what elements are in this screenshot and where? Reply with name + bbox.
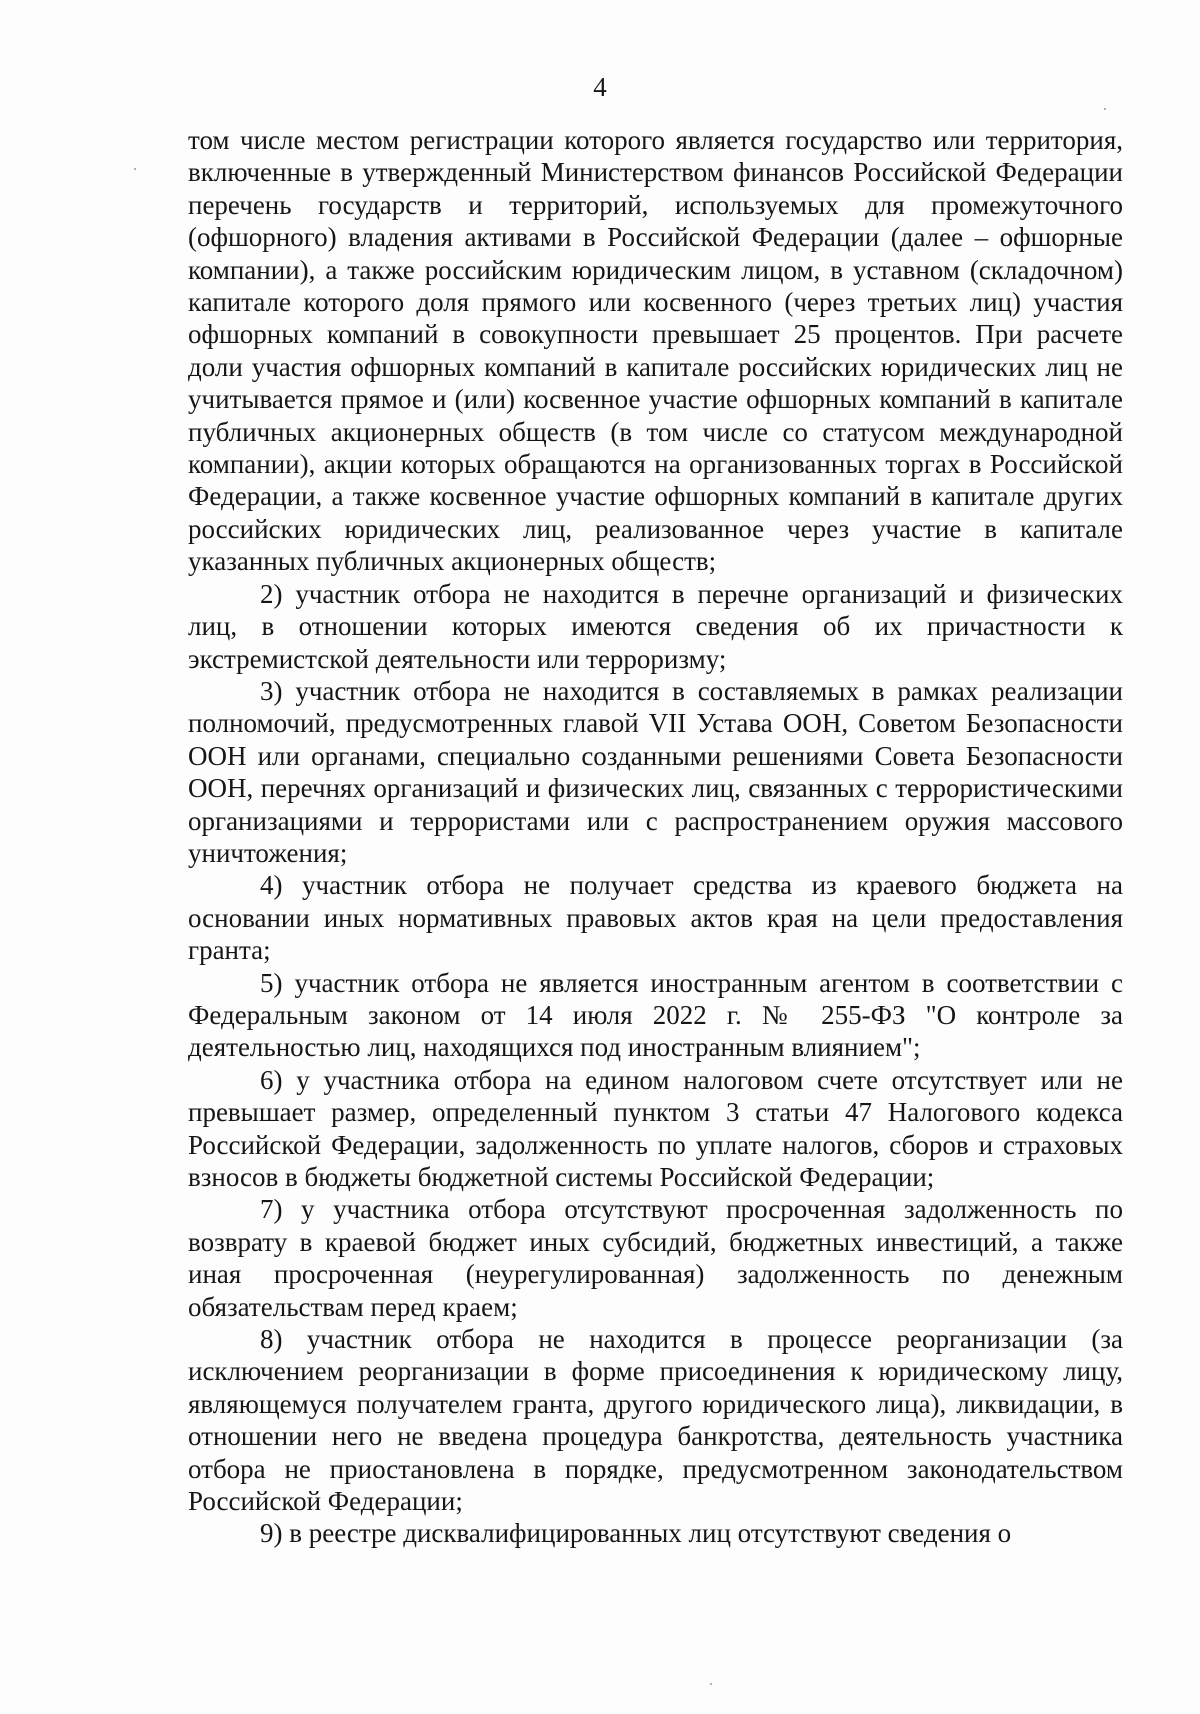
paragraph-item-9: 9) в реестре дисквалифицированных лиц отсутствуют сведения о <box>260 1518 1012 1549</box>
scan-speck <box>1104 108 1106 110</box>
paragraph-item-7: 7) у участника отбора отсутствуют просроченная задолженность по возврату в краевой бюджет иных субсидий, бюджетных инвестиций, а также иная просроченная (неурегулированная) задолженность по денежным обязательствам перед краем; <box>188 1194 1123 1322</box>
scan-speck <box>710 1683 712 1685</box>
paragraph-item-8: 8) участник отбора не находится в процессе реорганизации (за исключением реорганизации в форме присоединения к юридическому лицу, являющемуся получателем гранта, другого юридического лица), ликвидации, в отношении него не введена процедура банкротства, деятельность участника отбора не приостановлена в порядке, предусмотренном законодательством Российской Федерации; <box>188 1324 1123 1517</box>
page-number: 4 <box>593 72 607 102</box>
paragraph-item-6: 6) у участника отбора на едином налоговом счете отсутствует или не превышает размер, определенный пунктом 3 статьи 47 Налогового кодекса Российской Федерации, задолженность по уплате налогов, сборов и страховых взносов в бюджеты бюджетной системы Российской Федерации; <box>188 1064 1123 1192</box>
paragraph-item-2: 2) участник отбора не находится в перечне организаций и физических лиц, в отношении которых имеются сведения об их причастности к экстремистской деятельности или терроризму; <box>188 578 1123 674</box>
paragraph-offshore-continuation: том числе местом регистрации которого является государство или территория, включенные в утвержденный Министерством финансов Российской Федерации перечень государств и территорий, используемых для промежуточного (офшорного) владения активами в Российской Федерации (далее – офшорные компании), а также российским юридическим лицом, в уставном (складочном) капитале которого доля прямого или косвенного (через третьих лиц) участия офшорных компаний в совокупности превышает 25 процентов. При расчете доли участия офшорных компаний в капитале российских юридических лиц не учитывается прямое и (или) косвенное участие офшорных компаний в капитале публичных акционерных обществ (в том числе со статусом международной компании), акции которых обращаются на организованных торгах в Российской Федерации, а также косвенное участие офшорных компаний в капитале других российских юридических лиц, реализованное через участие в капитале указанных публичных акционерных обществ; <box>188 125 1123 577</box>
document-body <box>188 124 1123 1550</box>
paragraph-item-5: 5) участник отбора не является иностранным агентом в соответствии с Федеральным законом от 14 июля 2022 г. № 255-ФЗ "О контроле за деятельностью лиц, находящихся под иностранным влиянием"; <box>188 967 1123 1063</box>
paragraph-item-4: 4) участник отбора не получает средства из краевого бюджета на основании иных нормативных правовых актов края на цели предоставления гранта; <box>188 870 1123 966</box>
scan-speck <box>134 168 136 170</box>
paragraph-item-3: 3) участник отбора не находится в составляемых в рамках реализации полномочий, предусмотренных главой VII Устава ООН, Советом Безопасности ООН или органами, специально созданными решениями Совета Безопасности ООН, перечнях организаций и физических лиц, связанных с террористическими организациями и террористами или с распространением оружия массового уничтожения; <box>188 675 1123 868</box>
